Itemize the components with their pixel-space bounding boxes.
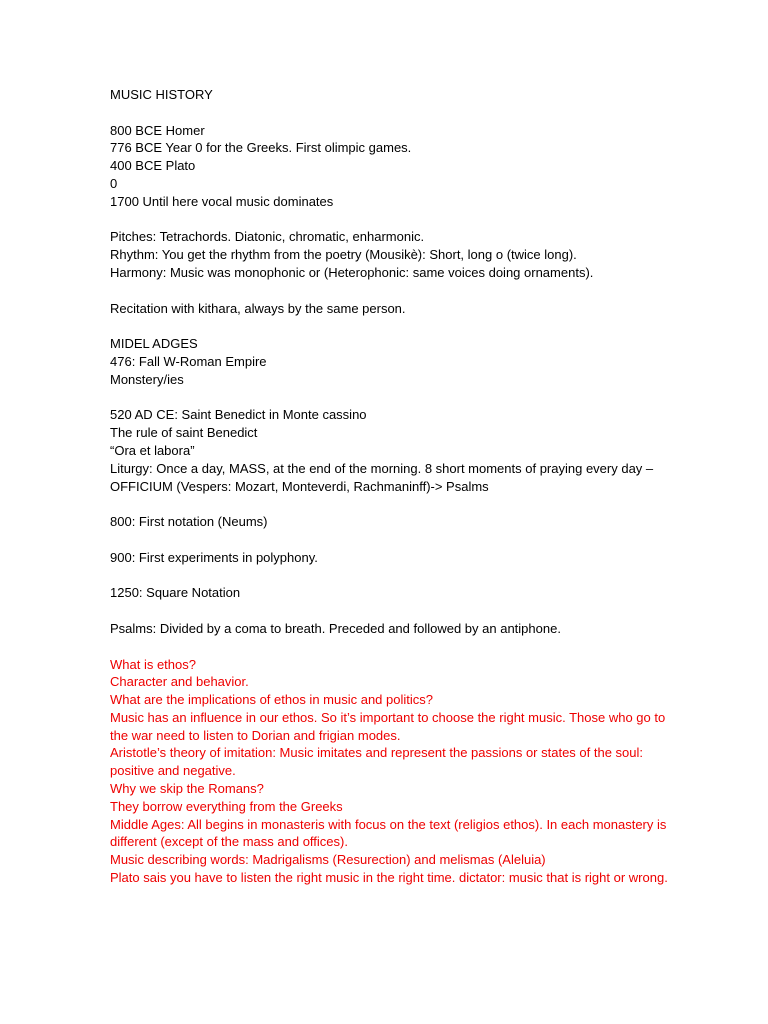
timeline-entry: 776 BCE Year 0 for the Greeks. First olimpic games.: [110, 140, 412, 156]
answer: Plato sais you have to listen the right music in the right time. dictator: music that is right or wrong.: [110, 870, 668, 886]
spacer: [110, 104, 670, 122]
question: What is ethos?: [110, 656, 196, 672]
spacer: [110, 638, 670, 656]
spacer: [110, 602, 670, 620]
spacer: [110, 211, 670, 229]
greek-concept: Harmony: Music was monophonic or (Heterophonic: same voices doing ornaments).: [110, 264, 594, 280]
answer: Music has an influence in our ethos. So it’s important to choose the right music. Those who go to the war need to listen to Dorian and frigian modes.: [110, 709, 666, 743]
section-heading-middle-ages: MIDEL ADGES: [110, 336, 198, 352]
answer: Character and behavior.: [110, 674, 249, 690]
benedict-entry: 520 AD CE: Saint Benedict in Monte cassino: [110, 407, 367, 423]
liturgy-paragraph: Liturgy: Once a day, MASS, at the end of the morning. 8 short moments of praying every day – OFFICIUM (Vespers: Mozart, Monteverdi, Rachmaninff)-> Psalms: [110, 460, 654, 494]
spacer: [110, 389, 670, 407]
answer: Aristotle’s theory of imitation: Music imitates and represent the passions or states of the soul: positive and negative.: [110, 745, 644, 779]
question: What are the implications of ethos in music and politics?: [110, 692, 433, 708]
answer: Middle Ages: All begins in monasteris with focus on the text (religios ethos). In each monastery is different (except of the mass and offices).: [110, 816, 667, 850]
greek-concept: Pitches: Tetrachords. Diatonic, chromatic, enharmonic.: [110, 229, 425, 245]
answer: They borrow everything from the Greeks: [110, 798, 343, 814]
benedict-entry: The rule of saint Benedict: [110, 425, 258, 441]
timeline-entry: 800 BCE Homer: [110, 122, 205, 138]
question: Why we skip the Romans?: [110, 781, 264, 797]
middle-ages-entry: Monstery/ies: [110, 371, 184, 387]
timeline-entry: 400 BCE Plato: [110, 158, 196, 174]
benedict-entry: “Ora et labora”: [110, 442, 195, 458]
qa-section: [110, 656, 670, 887]
spacer: [110, 317, 670, 335]
notation-entry: 1250: Square Notation: [110, 585, 241, 601]
notation-entry: 800: First notation (Neums): [110, 514, 268, 530]
greek-concept: Rhythm: You get the rhythm from the poetry (Mousikè): Short, long o (twice long).: [110, 247, 577, 263]
spacer: [110, 567, 670, 585]
psalms-note: Psalms: Divided by a coma to breath. Preceded and followed by an antiphone.: [110, 620, 561, 636]
middle-ages-entry: 476: Fall W-Roman Empire: [110, 353, 267, 369]
answer: Music describing words: Madrigalisms (Resurection) and melismas (Aleluia): [110, 852, 546, 868]
spacer: [110, 282, 670, 300]
timeline-entry: 1700 Until here vocal music dominates: [110, 193, 334, 209]
timeline-entry: 0: [110, 175, 118, 191]
spacer: [110, 495, 670, 513]
document-title: MUSIC HISTORY: [110, 87, 213, 102]
polyphony-entry: 900: First experiments in polyphony.: [110, 549, 318, 565]
document-page: [110, 86, 670, 887]
spacer: [110, 531, 670, 549]
recitation-note: Recitation with kithara, always by the same person.: [110, 300, 406, 316]
